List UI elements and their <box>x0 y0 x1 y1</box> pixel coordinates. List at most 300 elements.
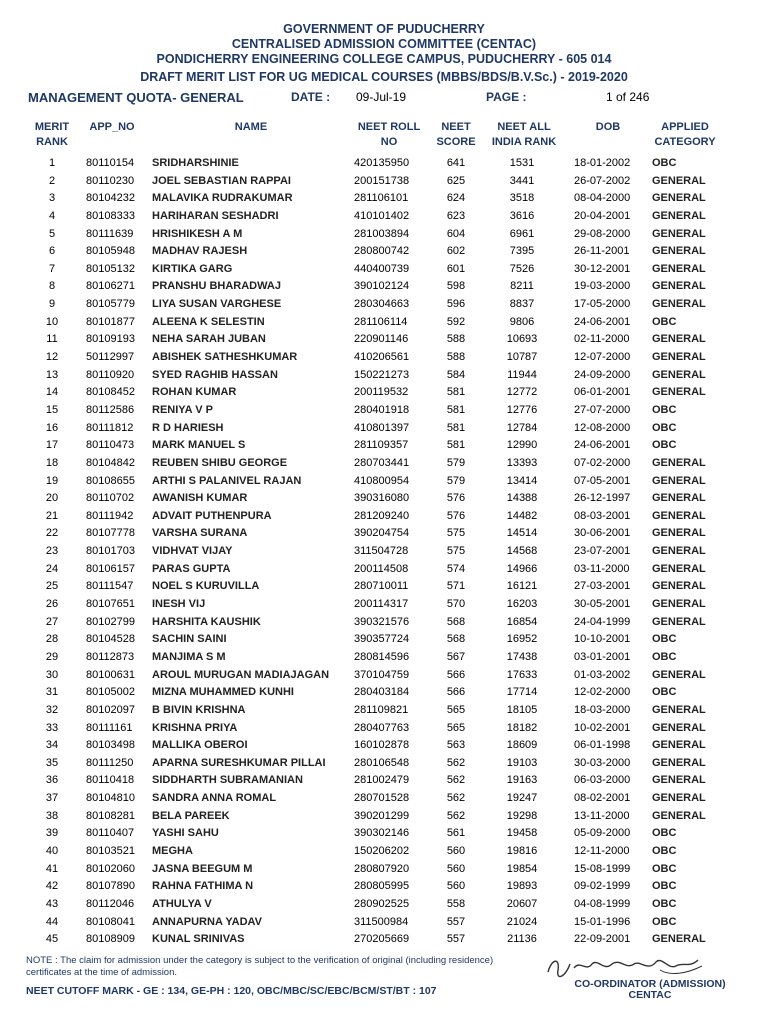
cell-merit-rank: 36 <box>45 774 59 787</box>
cell-neet-score: 588 <box>446 333 466 346</box>
cell-applied-category: GENERAL <box>652 809 706 822</box>
cell-name: NEHA SARAH JUBAN <box>152 333 266 346</box>
page-label: PAGE : <box>486 90 527 104</box>
cell-neet-roll: 280106548 <box>354 756 410 769</box>
cell-app-no: 80110407 <box>86 827 135 840</box>
cell-neet-all-india-rank: 12772 <box>506 386 538 399</box>
col-applied-category: APPLIED CATEGORY <box>654 121 716 148</box>
cell-applied-category: GENERAL <box>652 227 706 240</box>
page-value: 1 of 246 <box>606 90 650 104</box>
cell-dob: 04-08-1999 <box>574 897 631 910</box>
cell-merit-rank: 44 <box>45 915 59 928</box>
cell-app-no: 80111639 <box>86 227 134 240</box>
cell-name: APARNA SURESHKUMAR PILLAI <box>152 756 326 769</box>
cell-neet-all-india-rank: 21136 <box>507 933 537 946</box>
cell-app-no: 80107778 <box>86 527 135 540</box>
cell-app-no: 80104232 <box>86 192 135 205</box>
date-label: DATE : <box>291 90 331 104</box>
cell-neet-all-india-rank: 19816 <box>506 844 538 857</box>
cell-app-no: 80112873 <box>86 650 135 663</box>
cell-name: REUBEN SHIBU GEORGE <box>152 456 288 469</box>
cell-app-no: 80105002 <box>86 686 135 699</box>
cell-dob: 06-01-1998 <box>574 739 631 752</box>
cell-neet-score: 571 <box>446 580 466 593</box>
cell-merit-rank: 17 <box>45 439 59 452</box>
cell-name: ALEENA K SELESTIN <box>152 315 265 328</box>
cell-neet-roll: 280401918 <box>354 403 410 416</box>
cell-app-no: 80111812 <box>86 421 134 434</box>
cell-applied-category: GENERAL <box>652 509 706 522</box>
cell-applied-category: GENERAL <box>652 174 706 187</box>
table-row <box>0 826 768 844</box>
cell-neet-roll: 311504728 <box>354 545 409 558</box>
cell-neet-all-india-rank: 14966 <box>506 562 538 575</box>
cell-name: B BIVIN KRISHNA <box>152 703 246 716</box>
cell-neet-roll: 280807920 <box>354 862 410 875</box>
cell-dob: 30-05-2001 <box>574 598 631 611</box>
cell-merit-rank: 15 <box>45 403 59 416</box>
cell-applied-category: OBC <box>652 880 677 893</box>
cell-app-no: 80104528 <box>86 633 135 646</box>
cell-neet-score: 624 <box>446 192 466 205</box>
cell-neet-roll: 160102878 <box>354 739 410 752</box>
cell-name: KRISHNA PRIYA <box>152 721 238 734</box>
cell-neet-roll: 390316080 <box>354 492 410 505</box>
cell-neet-score: 576 <box>446 509 466 522</box>
cell-neet-all-india-rank: 17714 <box>506 686 538 699</box>
cell-name: ADVAIT PUTHENPURA <box>152 509 272 522</box>
cell-neet-score: 560 <box>446 844 466 857</box>
cell-neet-all-india-rank: 19298 <box>506 809 538 822</box>
cell-neet-roll: 281209240 <box>354 509 410 522</box>
cell-merit-rank: 32 <box>45 703 59 716</box>
cell-merit-rank: 7 <box>48 262 56 275</box>
table-row <box>0 738 768 756</box>
cell-neet-all-india-rank: 10787 <box>506 351 538 364</box>
cell-neet-all-india-rank: 16203 <box>506 598 538 611</box>
cell-app-no: 80101703 <box>86 545 135 558</box>
cell-app-no: 80108909 <box>86 933 135 946</box>
table-row <box>0 315 768 333</box>
cell-merit-rank: 26 <box>45 598 59 611</box>
cell-neet-all-india-rank: 14568 <box>506 545 538 558</box>
cell-neet-score: 581 <box>446 403 466 416</box>
cell-neet-score: 567 <box>446 650 466 663</box>
cell-merit-rank: 43 <box>45 897 59 910</box>
cell-neet-score: 596 <box>446 298 466 311</box>
table-row <box>0 615 768 633</box>
cell-neet-all-india-rank: 13414 <box>506 474 538 487</box>
cell-app-no: 50112997 <box>86 351 135 364</box>
cell-name: SIDDHARTH SUBRAMANIAN <box>152 774 303 787</box>
cell-name: JOEL SEBASTIAN RAPPAI <box>152 174 291 187</box>
cell-applied-category: GENERAL <box>652 580 706 593</box>
cell-neet-all-india-rank: 12776 <box>506 403 538 416</box>
cell-dob: 03-01-2001 <box>574 650 631 663</box>
cell-merit-rank: 6 <box>48 245 56 258</box>
cell-name: SYED RAGHIB HASSAN <box>152 368 278 381</box>
cell-neet-score: 557 <box>446 915 466 928</box>
cell-neet-score: 575 <box>446 527 466 540</box>
cell-neet-all-india-rank: 3518 <box>509 192 535 205</box>
cell-neet-all-india-rank: 19893 <box>506 880 538 893</box>
cell-applied-category: GENERAL <box>652 386 706 399</box>
cell-merit-rank: 28 <box>45 633 59 646</box>
col-neet-all-india-rank: NEET ALL INDIA RANK <box>491 121 557 148</box>
quota-label: MANAGEMENT QUOTA- GENERAL <box>28 90 244 105</box>
cell-neet-roll: 281106101 <box>354 192 409 205</box>
cell-neet-roll: 281002479 <box>354 774 410 787</box>
cell-app-no: 80109193 <box>86 333 135 346</box>
cell-app-no: 80104810 <box>86 792 135 805</box>
cell-merit-rank: 8 <box>48 280 56 293</box>
cell-applied-category: OBC <box>652 421 677 434</box>
cell-dob: 08-03-2001 <box>574 509 631 522</box>
cell-app-no: 80111250 <box>86 756 134 769</box>
cell-dob: 07-02-2000 <box>574 456 631 469</box>
cell-neet-all-india-rank: 20607 <box>506 897 538 910</box>
cell-applied-category: GENERAL <box>652 615 706 628</box>
cell-neet-all-india-rank: 14388 <box>506 492 538 505</box>
cell-name: MALAVIKA RUDRAKUMAR <box>152 192 293 205</box>
cell-dob: 13-11-2000 <box>574 809 630 822</box>
cell-neet-all-india-rank: 8837 <box>509 298 535 311</box>
cell-app-no: 80110230 <box>86 174 135 187</box>
cell-neet-score: 579 <box>446 474 466 487</box>
cell-name: ROHAN KUMAR <box>152 386 237 399</box>
cell-name: VIDHVAT VIJAY <box>152 545 233 558</box>
cell-applied-category: GENERAL <box>652 598 706 611</box>
cell-merit-rank: 38 <box>45 809 59 822</box>
cell-name: ABISHEK SATHESHKUMAR <box>152 351 298 364</box>
cell-neet-all-india-rank: 18182 <box>506 721 538 734</box>
col-dob: DOB <box>595 121 621 133</box>
cell-app-no: 80112586 <box>86 403 135 416</box>
cell-merit-rank: 24 <box>45 562 59 575</box>
table-row <box>0 191 768 209</box>
table-row <box>0 773 768 791</box>
table-row <box>0 297 768 315</box>
cell-app-no: 80108333 <box>86 209 135 222</box>
date-value: 09-Jul-19 <box>356 90 407 104</box>
cell-merit-rank: 16 <box>45 421 59 434</box>
table-row <box>0 756 768 774</box>
cell-dob: 12-11-2000 <box>574 844 630 857</box>
cell-merit-rank: 30 <box>45 668 59 681</box>
cell-neet-all-india-rank: 10693 <box>506 333 538 346</box>
cell-neet-score: 568 <box>446 633 466 646</box>
cell-name: ARTHI S PALANIVEL RAJAN <box>152 474 302 487</box>
table-row <box>0 209 768 227</box>
cell-app-no: 80102097 <box>86 703 135 716</box>
coordinator-title: CO-ORDINATOR (ADMISSION) <box>574 978 726 990</box>
cell-dob: 27-03-2001 <box>574 580 631 593</box>
cell-neet-roll: 410800954 <box>354 474 410 487</box>
cell-merit-rank: 40 <box>45 844 59 857</box>
cell-neet-score: 623 <box>446 209 466 222</box>
cell-neet-roll: 311500984 <box>354 915 409 928</box>
cell-app-no: 80111547 <box>86 580 134 593</box>
cell-name: BELA PAREEK <box>152 809 230 822</box>
cell-neet-score: 557 <box>446 933 466 946</box>
table-row <box>0 174 768 192</box>
cell-applied-category: GENERAL <box>652 280 706 293</box>
cell-name: HARSHITA KAUSHIK <box>152 615 261 628</box>
cell-neet-roll: 220901146 <box>354 333 409 346</box>
cell-neet-score: 641 <box>446 157 466 169</box>
cell-applied-category: GENERAL <box>652 333 706 346</box>
cell-neet-roll: 280800742 <box>354 245 410 258</box>
cell-dob: 15-01-1996 <box>574 915 631 928</box>
cell-neet-score: 588 <box>446 351 466 364</box>
cell-dob: 08-04-2000 <box>574 192 631 205</box>
cell-name: MALLIKA OBEROI <box>152 739 248 752</box>
cell-name: SACHIN SAINI <box>152 633 227 646</box>
cell-neet-all-india-rank: 9806 <box>509 315 535 328</box>
table-row <box>0 332 768 350</box>
cell-neet-roll: 200119532 <box>354 386 409 399</box>
cell-applied-category: GENERAL <box>652 527 706 540</box>
cell-neet-roll: 280701528 <box>354 792 410 805</box>
table-row <box>0 509 768 527</box>
cell-dob: 15-08-1999 <box>574 862 631 875</box>
cell-applied-category: GENERAL <box>652 792 706 805</box>
cell-app-no: 80107651 <box>86 598 135 611</box>
cell-neet-score: 575 <box>446 545 466 558</box>
cell-neet-roll: 280703441 <box>354 456 410 469</box>
merit-table-body <box>0 156 768 950</box>
table-row <box>0 879 768 897</box>
cell-applied-category: GENERAL <box>652 245 706 258</box>
cell-applied-category: OBC <box>652 862 677 875</box>
cell-dob: 10-02-2001 <box>574 721 631 734</box>
table-row <box>0 368 768 386</box>
cell-neet-all-india-rank: 14514 <box>506 527 538 540</box>
col-name: NAME <box>234 121 268 133</box>
table-row <box>0 897 768 915</box>
table-row <box>0 809 768 827</box>
header-line-4: DRAFT MERIT LIST FOR UG MEDICAL COURSES (MBBS/BDS/B.V.Sc.) - 2019-2020 <box>140 70 628 84</box>
cell-merit-rank: 27 <box>45 615 59 628</box>
cell-neet-all-india-rank: 7395 <box>509 245 535 258</box>
cell-dob: 03-11-2000 <box>574 562 630 575</box>
cell-neet-roll: 390302146 <box>354 827 410 840</box>
cell-dob: 30-12-2001 <box>574 262 631 275</box>
cell-neet-roll: 390201299 <box>354 809 410 822</box>
cell-neet-roll: 281106114 <box>354 315 408 328</box>
cell-neet-score: 581 <box>446 386 466 399</box>
cell-neet-all-india-rank: 7526 <box>509 262 535 275</box>
table-row <box>0 668 768 686</box>
cell-neet-roll: 280710011 <box>354 580 409 593</box>
cell-dob: 26-11-2001 <box>574 245 630 258</box>
cell-applied-category: OBC <box>652 827 677 840</box>
cell-applied-category: GENERAL <box>652 933 706 946</box>
cell-app-no: 80101877 <box>86 315 135 328</box>
cell-neet-score: 574 <box>446 562 466 575</box>
cell-name: HRISHIKESH A M <box>152 227 243 240</box>
cell-app-no: 80110702 <box>86 492 135 505</box>
cell-neet-score: 579 <box>446 456 466 469</box>
table-row <box>0 544 768 562</box>
cell-dob: 07-05-2001 <box>574 474 631 487</box>
table-row <box>0 650 768 668</box>
cell-neet-score: 584 <box>446 368 466 381</box>
cell-merit-rank: 19 <box>45 474 59 487</box>
cell-merit-rank: 3 <box>48 192 56 205</box>
cell-applied-category: GENERAL <box>652 192 706 205</box>
col-neet-score: NEET SCORE <box>436 121 476 148</box>
cell-neet-score: 581 <box>446 421 466 434</box>
cell-neet-roll: 390102124 <box>354 280 410 293</box>
cell-neet-score: 601 <box>446 262 466 275</box>
cell-applied-category: GENERAL <box>652 721 706 734</box>
cell-applied-category: GENERAL <box>652 351 706 364</box>
cell-name: PARAS GUPTA <box>152 562 231 575</box>
table-row <box>0 262 768 280</box>
cell-neet-all-india-rank: 3616 <box>509 209 535 222</box>
cell-dob: 06-03-2000 <box>574 774 631 787</box>
cell-merit-rank: 13 <box>45 368 59 381</box>
cell-app-no: 80105132 <box>86 262 135 275</box>
cell-neet-score: 570 <box>446 598 466 611</box>
cell-neet-all-india-rank: 12990 <box>506 439 538 452</box>
col-app-no: APP_NO <box>89 121 135 133</box>
cell-neet-roll: 280403184 <box>354 686 410 699</box>
footer-note: NOTE : The claim for admission under the category is subject to the verification of original (including residence) certificates at the time of admission. <box>26 955 494 978</box>
cell-neet-score: 576 <box>446 492 466 505</box>
cell-neet-score: 562 <box>446 774 466 787</box>
cell-merit-rank: 11 <box>46 333 58 346</box>
cell-name: LIYA SUSAN VARGHESE <box>152 298 282 311</box>
table-row <box>0 279 768 297</box>
cell-merit-rank: 39 <box>45 827 59 840</box>
cell-merit-rank: 12 <box>45 351 59 364</box>
table-row <box>0 791 768 809</box>
cell-neet-all-india-rank: 6961 <box>509 227 535 240</box>
cell-merit-rank: 2 <box>48 174 56 187</box>
cell-dob: 12-02-2000 <box>574 686 631 699</box>
cell-neet-score: 562 <box>446 756 466 769</box>
cell-dob: 05-09-2000 <box>574 827 631 840</box>
cell-name: MARK MANUEL S <box>152 439 246 452</box>
table-row <box>0 438 768 456</box>
coordinator-signature-block <box>540 979 760 1001</box>
cell-neet-score: 566 <box>446 686 466 699</box>
cell-neet-roll: 420135950 <box>354 157 410 169</box>
cell-merit-rank: 5 <box>48 227 56 240</box>
cell-name: MIZNA MUHAMMED KUNHI <box>152 686 294 699</box>
table-row <box>0 156 768 174</box>
cell-dob: 12-08-2000 <box>574 421 631 434</box>
header-line-1: GOVERNMENT OF PUDUCHERRY <box>283 22 485 36</box>
cell-app-no: 80108041 <box>86 915 135 928</box>
cell-applied-category: OBC <box>652 844 677 857</box>
cell-neet-roll: 280814596 <box>354 650 410 663</box>
cell-applied-category: GENERAL <box>652 209 706 222</box>
cell-neet-all-india-rank: 3441 <box>509 174 535 187</box>
cell-app-no: 80102060 <box>86 862 135 875</box>
cell-dob: 17-05-2000 <box>574 298 631 311</box>
cell-merit-rank: 29 <box>45 650 59 663</box>
cell-neet-score: 558 <box>446 897 466 910</box>
cell-name: NOEL S KURUVILLA <box>152 580 260 593</box>
table-row <box>0 685 768 703</box>
cell-merit-rank: 45 <box>45 933 59 946</box>
table-row <box>0 562 768 580</box>
cell-neet-roll: 280805995 <box>354 880 410 893</box>
cell-merit-rank: 41 <box>45 862 59 875</box>
table-row <box>0 526 768 544</box>
cell-neet-all-india-rank: 17633 <box>506 668 538 681</box>
cell-neet-all-india-rank: 11944 <box>507 368 537 381</box>
cell-app-no: 80102799 <box>86 615 135 628</box>
meta-bar <box>0 90 768 108</box>
cell-name: VARSHA SURANA <box>152 527 248 540</box>
cell-applied-category: OBC <box>652 157 677 169</box>
cell-applied-category: GENERAL <box>652 262 706 275</box>
cell-app-no: 80100631 <box>86 668 135 681</box>
cell-neet-all-india-rank: 1531 <box>509 157 535 169</box>
cell-dob: 18-03-2000 <box>574 703 631 716</box>
cell-neet-all-india-rank: 8211 <box>510 280 534 293</box>
cell-app-no: 80108452 <box>86 386 135 399</box>
cell-neet-roll: 390321576 <box>354 615 410 628</box>
cell-neet-score: 598 <box>446 280 466 293</box>
cell-neet-all-india-rank: 12784 <box>506 421 538 434</box>
cell-app-no: 80104842 <box>86 456 135 469</box>
cell-applied-category: OBC <box>652 439 677 452</box>
cell-neet-all-india-rank: 14482 <box>506 509 538 522</box>
cell-dob: 20-04-2001 <box>574 209 631 222</box>
cell-applied-category: OBC <box>652 650 677 663</box>
cell-name: AROUL MURUGAN MADIAJAGAN <box>152 668 330 681</box>
cell-app-no: 80112046 <box>86 897 135 910</box>
cell-neet-score: 592 <box>446 315 466 328</box>
cell-neet-all-india-rank: 16952 <box>506 633 538 646</box>
cell-applied-category: GENERAL <box>652 774 706 787</box>
cell-name: MEGHA <box>152 844 193 857</box>
cell-neet-all-india-rank: 17438 <box>506 650 538 663</box>
cell-dob: 19-03-2000 <box>574 280 631 293</box>
cell-neet-roll: 150206202 <box>354 844 410 857</box>
cell-dob: 24-09-2000 <box>574 368 631 381</box>
cell-dob: 18-01-2002 <box>574 157 631 169</box>
cell-name: INESH VIJ <box>152 598 206 611</box>
cell-name: HARIHARAN SESHADRI <box>152 209 279 222</box>
cell-neet-score: 604 <box>446 227 466 240</box>
header-line-3: PONDICHERRY ENGINEERING COLLEGE CAMPUS, PUDUCHERRY - 605 014 <box>156 52 612 66</box>
cell-neet-score: 566 <box>446 668 466 681</box>
cell-app-no: 80107890 <box>86 880 135 893</box>
cell-neet-roll: 281109357 <box>354 439 409 452</box>
cell-neet-all-india-rank: 18105 <box>506 703 538 716</box>
cell-merit-rank: 42 <box>45 880 59 893</box>
cell-dob: 24-06-2001 <box>574 315 631 328</box>
cell-applied-category: GENERAL <box>652 668 706 681</box>
cell-dob: 29-08-2000 <box>574 227 631 240</box>
cell-applied-category: GENERAL <box>652 456 706 469</box>
cell-name: KUNAL SRINIVAS <box>152 933 245 946</box>
cell-dob: 24-04-1999 <box>574 615 631 628</box>
cell-neet-score: 602 <box>446 245 466 258</box>
cell-neet-score: 565 <box>446 721 466 734</box>
cell-dob: 10-10-2001 <box>574 633 631 646</box>
cell-neet-score: 562 <box>446 809 466 822</box>
table-row <box>0 227 768 245</box>
table-header <box>0 120 768 152</box>
cell-neet-roll: 370104759 <box>354 668 410 681</box>
